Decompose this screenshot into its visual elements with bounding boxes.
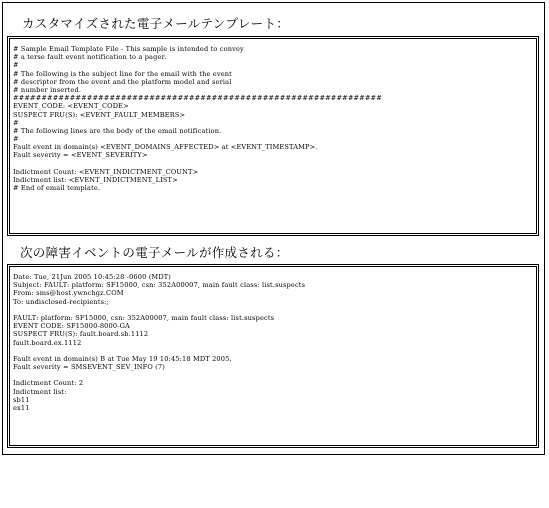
code-line: Fault event in domain(s) <EVENT_DOMAINS_AFFECTED> at <EVENT_TIMESTAMP>. <box>13 143 318 152</box>
code-line: Indictment Count: 2 <box>13 379 84 388</box>
code-line: # descriptor from the event and the platform model and serial <box>13 77 232 86</box>
code-line <box>13 306 536 314</box>
code-line: # number inserted. <box>13 85 82 94</box>
code-line: ex11 <box>13 404 30 412</box>
code-line: EVENT_CODE: <EVENT_CODE> <box>13 102 129 111</box>
code-line: fault.board.ex.1112 <box>13 338 82 347</box>
code-line: Fault event in domain(s) B at Tue May 19 10:45:18 MDT 2005. <box>13 354 232 363</box>
code-line: Date: Tue, 21Jun 2005 10:45:28 -0600 (MDT) <box>13 273 172 281</box>
code-line: # End of email template. <box>13 184 101 193</box>
generated-email-code <box>10 267 536 412</box>
code-line: # a terse fault event notification to a pager. <box>13 53 167 62</box>
code-line <box>13 371 536 379</box>
code-line: Subject: FAULT: platform: SF15000, csn: 352A00007, main fault class: list.suspects <box>13 281 306 290</box>
code-line: # <box>13 118 19 127</box>
code-line: sb11 <box>13 395 30 404</box>
code-line <box>13 347 536 355</box>
code-line: EVENT CODE: SF15000-8000-GA <box>13 322 130 331</box>
code-line: ################################################################# <box>13 94 382 103</box>
code-line: SUSPECT FRU(S): fault.board.sb.1112 <box>13 330 149 339</box>
code-line: Indictment list: <EVENT_INDICTMENT_LIST> <box>13 176 178 184</box>
code-line: # The following is the subject line for the email with the event <box>13 69 232 78</box>
code-line: Indictment Count: <EVENT_INDICTMENT_COUNT> <box>13 167 199 176</box>
template-section-heading: カスタマイズされた電子メールテンプレート： <box>22 16 290 31</box>
generated-email-section-heading: 次の障害イベントの電子メールが作成される： <box>20 245 289 260</box>
generated-email-code-box <box>9 266 537 446</box>
code-line: # <box>13 61 19 70</box>
code-line: # <box>13 135 19 144</box>
email-template-code-box <box>9 38 537 234</box>
code-line <box>13 160 536 168</box>
code-line: Indictment list: <box>13 387 67 396</box>
code-line: SUSPECT FRU(S): <EVENT_FAULT_MEMBERS> <box>13 110 186 119</box>
code-line: FAULT: platform: SF15000, csn: 352A00007, main fault class: list.suspects <box>13 313 275 322</box>
code-line: Fault severity = <EVENT_SEVERITY> <box>13 151 148 160</box>
code-line: # Sample Email Template File - This sample is intended to convey <box>13 45 244 53</box>
code-line: To: undisclosed-recipients:; <box>13 297 109 306</box>
code-line: From: sms@host.ywnchgz.COM <box>13 289 124 298</box>
code-line: Fault severity = SMSEVENT_SEV_INFO (7) <box>13 363 165 372</box>
email-template-code <box>10 39 536 192</box>
code-line: # The following lines are the body of the email notification. <box>13 126 222 135</box>
